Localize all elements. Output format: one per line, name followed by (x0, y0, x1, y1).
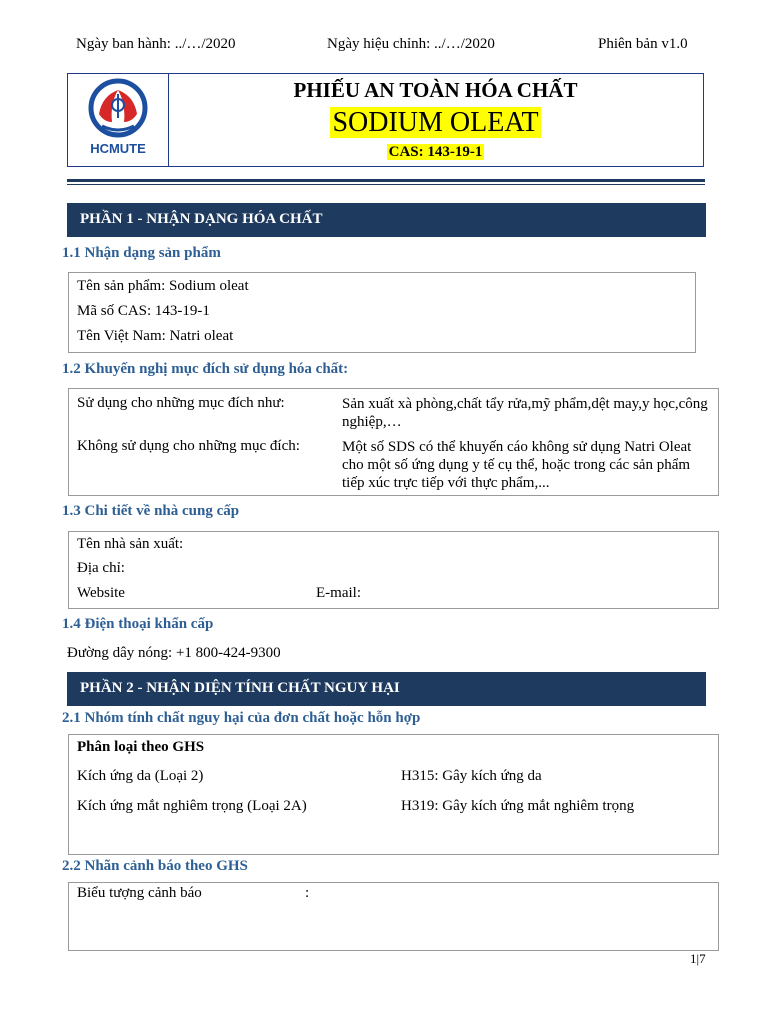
no-use-label: Không sử dụng cho những mục đích: (77, 438, 300, 454)
address-label: Địa chỉ: (77, 560, 125, 576)
chemical-name-highlight: SODIUM OLEAT (332, 107, 539, 138)
hazard-class-2: Kích ứng mắt nghiêm trọng (Loại 2A) (77, 798, 307, 814)
product-identity-box (68, 272, 696, 353)
hazard-statement-2: H319: Gây kích ứng mắt nghiêm trọng (401, 798, 635, 814)
vietnamese-name: Tên Việt Nam: Natri oleat (77, 328, 234, 344)
revision-date: Ngày hiệu chỉnh: ../…/2020 (327, 36, 495, 52)
issue-date: Ngày ban hành: ../…/2020 (76, 36, 236, 52)
pictogram-colon: : (305, 885, 310, 901)
version-label: Phiên bản v1.0 (598, 36, 688, 52)
emergency-hotline: Đường dây nóng: +1 800-424-9300 (67, 645, 281, 661)
cas-title (168, 144, 703, 161)
ghs-label: Phân loại theo GHS (77, 739, 205, 755)
cas-highlight: CAS: 143-19-1 (388, 144, 483, 160)
manufacturer-label: Tên nhà sản xuất: (77, 536, 184, 552)
subsection-1-1-title: 1.1 Nhận dạng sản phẩm (62, 245, 221, 261)
product-name: Tên sản phẩm: Sodium oleat (77, 278, 249, 294)
recommended-use-box (68, 388, 719, 496)
email-label: E-mail: (316, 585, 361, 601)
supplier-box (68, 531, 719, 609)
subsection-1-4-title: 1.4 Điện thoại khẩn cấp (62, 616, 214, 632)
use-value: Sản xuất xà phòng,chất tẩy rửa,mỹ phẩm,dệt may,y học,công nghiệp,… (342, 396, 708, 430)
logo-cell (68, 74, 169, 166)
website-label: Website (77, 585, 125, 601)
divider-thin (67, 184, 705, 185)
subsection-1-2-title: 1.2 Khuyến nghị mục đích sử dụng hóa chất: (62, 361, 349, 377)
use-label: Sử dụng cho những mục đích như: (77, 395, 285, 411)
subsection-1-3-title: 1.3 Chi tiết về nhà cung cấp (62, 503, 240, 519)
subsection-2-2-title: 2.2 Nhãn cảnh báo theo GHS (62, 858, 248, 874)
divider-thick (67, 179, 705, 182)
document-type-title: PHIẾU AN TOÀN HÓA CHẤT (293, 78, 578, 102)
cas-number: Mã số CAS: 143-19-1 (77, 303, 210, 319)
ghs-label-box (68, 882, 719, 951)
logo-text: HCMUTE (90, 141, 146, 156)
subsection-2-1-title: 2.1 Nhóm tính chất nguy hại của đơn chất hoặc hỗn hợp (62, 710, 421, 726)
hazard-statement-1: H315: Gây kích ứng da (401, 768, 542, 784)
section-2-heading: PHẦN 2 - NHẬN DIỆN TÍNH CHẤT NGUY HẠI (67, 672, 706, 706)
pictogram-label: Biểu tượng cảnh báo (77, 885, 202, 901)
no-use-value: Một số SDS có thể khuyến cáo không sử dụng Natri Oleat cho một số ứng dụng y tế cụ thể, hoặc trong các sản phẩm tiếp xúc trực tiếp với thực phẩm,... (342, 439, 692, 491)
section-1-heading: PHẦN 1 - NHẬN DẠNG HÓA CHẤT (67, 203, 706, 237)
title-box (67, 73, 704, 167)
ghs-classification-box (68, 734, 719, 855)
hazard-class-1: Kích ứng da (Loại 2) (77, 768, 204, 784)
page-number: 1|7 (690, 951, 706, 966)
chemical-name-title (168, 106, 703, 140)
